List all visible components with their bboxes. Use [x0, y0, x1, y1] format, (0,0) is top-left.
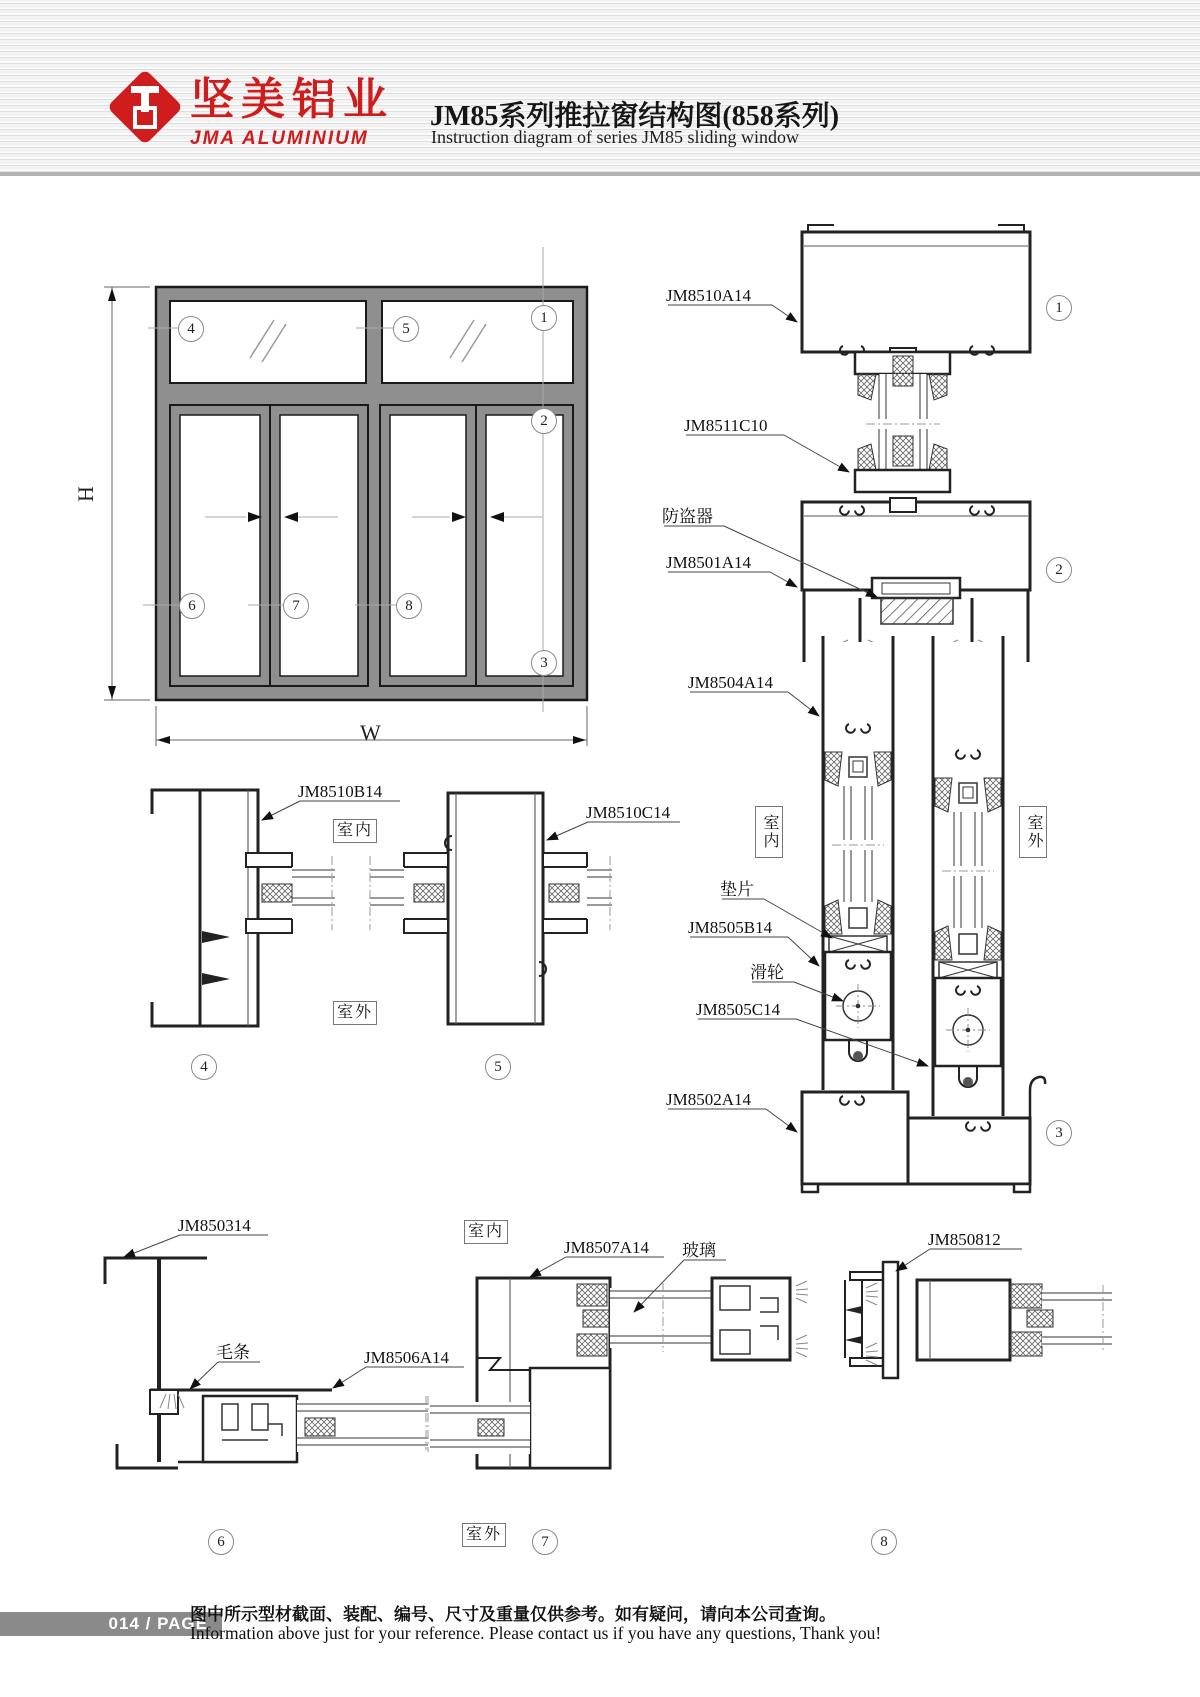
part-label-jm850314: JM850314	[178, 1216, 251, 1235]
callout-front-3: 3	[531, 650, 557, 676]
part-label-jm8505b14: JM8505B14	[688, 918, 773, 937]
callout-front-8: 8	[396, 593, 422, 619]
callout-section-1: 1	[1046, 295, 1072, 321]
page-number-bar: 014 / PAGE	[0, 1612, 222, 1636]
page-subtitle: Instruction diagram of series JM85 sliding window	[431, 127, 799, 147]
indoor-tag-right: 室内	[755, 806, 783, 858]
callout-front-6: 6	[179, 593, 205, 619]
callout-front-1: 1	[531, 305, 557, 331]
part-label-jm8510b14: JM8510B14	[298, 782, 383, 801]
outdoor-tag-bottom: 室外	[462, 1523, 506, 1547]
footer-note-en: Information above just for your reference. Please contact us if you have any questions, Thank you!	[190, 1623, 882, 1643]
callout-section-3: 3	[1046, 1120, 1072, 1146]
part-label-jm8510c14: JM8510C14	[586, 803, 671, 822]
dim-height-label: H	[72, 486, 98, 502]
callout-front-5: 5	[393, 316, 419, 342]
callout-front-7: 7	[283, 593, 309, 619]
callout-section-4: 4	[191, 1054, 217, 1080]
callout-section-7: 7	[532, 1529, 558, 1555]
part-label-jm8505c14: JM8505C14	[696, 1000, 781, 1019]
dim-width-label: W	[360, 720, 381, 745]
section-detail-6-7-8	[105, 1258, 1112, 1468]
callout-front-2: 2	[531, 408, 557, 434]
part-label-jm8501a14: JM8501A14	[666, 553, 752, 572]
callout-section-2: 2	[1046, 557, 1072, 583]
part-label-jm8502a14: JM8502A14	[666, 1090, 752, 1109]
section-detail-1-2-3	[802, 225, 1045, 1192]
part-label-glass: 玻璃	[682, 1241, 716, 1260]
callout-section-6: 6	[208, 1529, 234, 1555]
part-label-wool-pile: 毛条	[216, 1343, 250, 1362]
section-detail-4-5	[152, 790, 612, 1026]
part-label-jm8506a14: JM8506A14	[364, 1348, 450, 1367]
page-title: JM85系列推拉窗结构图(858系列)	[430, 101, 840, 132]
callout-section-5: 5	[485, 1054, 511, 1080]
outdoor-tag-mid: 室外	[333, 1001, 377, 1025]
indoor-tag-mid: 室内	[333, 819, 377, 843]
part-label-gasket: 垫片	[720, 880, 754, 899]
part-label-anti-theft: 防盗器	[662, 507, 713, 526]
front-view	[104, 247, 587, 746]
brand-name-en: JMA ALUMINIUM	[190, 128, 369, 149]
indoor-tag-bottom: 室内	[464, 1220, 508, 1244]
part-label-jm8511c10: JM8511C10	[684, 416, 768, 435]
callout-section-8: 8	[871, 1529, 897, 1555]
part-label-jm8507a14: JM8507A14	[564, 1238, 650, 1257]
brand-name-cn: 坚美铝业	[190, 75, 394, 124]
part-label-jm850812: JM850812	[928, 1230, 1001, 1249]
footer-note-cn: 图中所示型材截面、装配、编号、尺寸及重量仅供参考。如有疑问，请向本公司查询。	[190, 1605, 836, 1624]
part-label-jm8504a14: JM8504A14	[688, 673, 774, 692]
part-label-jm8510a14: JM8510A14	[666, 286, 752, 305]
part-label-roller: 滑轮	[750, 963, 784, 982]
outdoor-tag-right: 室外	[1019, 806, 1047, 858]
callout-front-4: 4	[178, 316, 204, 342]
